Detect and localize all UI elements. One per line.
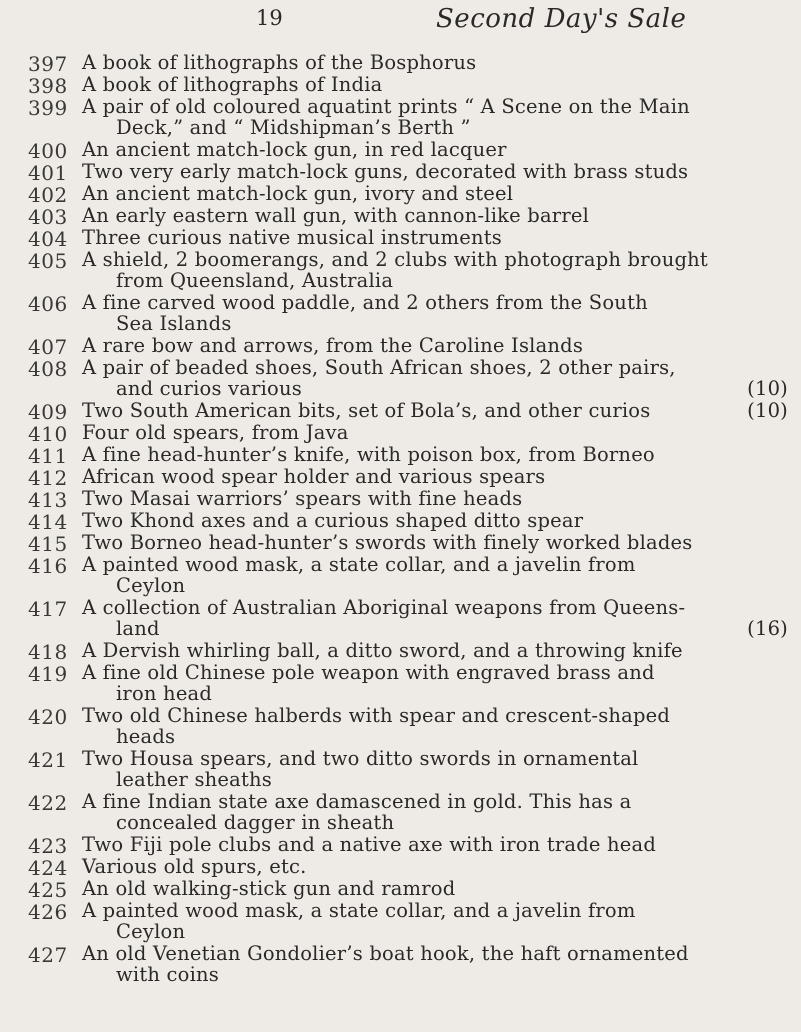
lot-description [82,705,788,747]
lot-description-text: Two Fiji pole clubs and a native axe with iron trade head [82,833,657,856]
lot-description [82,205,788,226]
lot-number: 410 [28,422,68,446]
lot-number: 404 [28,227,68,251]
lot-description-line [82,422,788,443]
lot-entry [0,73,801,98]
lot-entry [0,554,801,596]
lot-description-line [82,227,788,248]
lot-description-line [82,532,788,553]
lot-number: 412 [28,466,68,490]
lot-description [82,900,788,942]
lot-number: 399 [28,96,68,120]
lot-description-line [82,52,788,73]
lot-description-line [82,313,788,334]
lot-description-line [82,510,788,531]
lot-description [82,183,788,204]
lot-description-line [82,378,788,399]
lot-description-line [82,161,788,182]
lot-entry [0,226,801,251]
lot-description-line [82,812,788,833]
lot-description [82,878,788,899]
lot-number: 409 [28,400,68,424]
lot-description-line [82,270,788,291]
lot-description-text: A collection of Australian Aboriginal weapons from Queens- [82,596,686,619]
lot-description-text: A pair of old coloured aquatint prints “ A Scene on the Main [82,95,690,118]
page-number: 19 [256,6,283,30]
lot-entry [0,748,801,790]
lot-description-line [82,964,788,985]
lot-description-line [82,943,788,964]
lot-description [82,357,788,399]
lot-description-line [82,856,788,877]
lot-description [82,161,788,182]
lot-description-line [82,726,788,747]
lot-entry [0,182,801,207]
lot-number: 411 [28,444,68,468]
lot-description-line [82,554,788,575]
lot-number: 424 [28,856,68,880]
lot-number: 418 [28,640,68,664]
lot-number: 415 [28,532,68,556]
lot-number: 406 [28,292,68,316]
lot-number: 422 [28,791,68,815]
lot-description [82,96,788,138]
lot-description [82,488,788,509]
lot-description [82,52,788,73]
lot-description-text: An early eastern wall gun, with cannon-like barrel [82,204,590,227]
lot-entry [0,833,801,858]
lot-description-line [82,662,788,683]
lot-description-text: An ancient match-lock gun, ivory and steel [82,182,514,205]
lot-description-line [82,769,788,790]
lot-number: 416 [28,554,68,578]
lot-description [82,748,788,790]
lot-entry [0,357,801,399]
lot-entry [0,249,801,291]
lot-description [82,74,788,95]
lot-description-line [82,96,788,117]
lot-number: 401 [28,161,68,185]
lot-description [82,554,788,596]
lot-description-line [82,878,788,899]
lot-description-text: Ceylon [116,574,186,597]
lot-description-text: A Dervish whirling ball, a ditto sword, and a throwing knife [82,639,683,662]
lot-description [82,422,788,443]
lot-number: 405 [28,249,68,273]
lot-number: 419 [28,662,68,686]
lot-description-line [82,205,788,226]
lot-description-line [82,444,788,465]
lot-description-text: Two Borneo head-hunter’s swords with finely worked blades [82,531,693,554]
lot-description [82,227,788,248]
lot-description-line [82,834,788,855]
lot-entry [0,705,801,747]
lot-description [82,139,788,160]
lot-description-text: A shield, 2 boomerangs, and 2 clubs with photograph brought [82,248,708,271]
lot-description-line [82,705,788,726]
lot-description [82,292,788,334]
lot-number: 421 [28,748,68,772]
lot-description [82,510,788,531]
lot-entry [0,51,801,76]
lot-description-line [82,74,788,95]
lot-description-line [82,292,788,313]
lot-description-line [82,791,788,812]
lot-description-text: Various old spurs, etc. [82,855,307,878]
lot-number: 426 [28,900,68,924]
lot-description-text: Ceylon [116,920,186,943]
lot-description [82,640,788,661]
lot-description-text: A painted wood mask, a state collar, and a javelin from [82,553,636,576]
lot-number: 403 [28,205,68,229]
lot-description-line [82,748,788,769]
lot-description [82,249,788,291]
lot-description-line [82,335,788,356]
lot-description-line [82,597,788,618]
lot-description [82,662,788,704]
lot-entry [0,204,801,229]
lot-description-text: An ancient match-lock gun, in red lacquer [82,138,507,161]
lot-list [0,52,801,986]
lot-description-line [82,640,788,661]
lot-description-line [82,900,788,921]
lot-description-text: Two very early match-lock guns, decorated with brass studs [82,160,689,183]
lot-number: 417 [28,597,68,621]
lot-description [82,532,788,553]
lot-entry [0,487,801,512]
lot-description-line [82,249,788,270]
lot-entry [0,531,801,556]
lot-number: 423 [28,834,68,858]
lot-description-line [82,921,788,942]
lot-description-text: with coins [116,963,219,986]
lot-description-text: A rare bow and arrows, from the Caroline Islands [82,334,584,357]
lot-description-text: Two Masai warriors’ spears with fine heads [82,487,523,510]
lot-entry [0,334,801,359]
lot-description [82,400,788,421]
lot-description [82,791,788,833]
running-title: Second Day's Sale [436,4,687,34]
lot-description-text: land [116,617,160,640]
lot-count: (10) [747,377,788,400]
lot-entry [0,877,801,902]
lot-description [82,856,788,877]
lot-description-text: Four old spears, from Java [82,421,349,444]
lot-number: 398 [28,74,68,98]
lot-entry [0,509,801,534]
lot-number: 427 [28,943,68,967]
lot-entry [0,943,801,985]
lot-description-text: from Queensland, Australia [116,269,394,292]
lot-description-text: leather sheaths [116,768,272,791]
lot-description-text: A pair of beaded shoes, South African shoes, 2 other pairs, [82,356,676,379]
lot-description-text: Two old Chinese halberds with spear and crescent-shaped [82,704,671,727]
lot-description-text: and curios various [116,377,302,400]
lot-description [82,597,788,639]
lot-description-text: A fine Indian state axe damascened in gold. This has a [82,790,632,813]
lot-description [82,466,788,487]
lot-description-text: Two Khond axes and a curious shaped ditto spear [82,509,584,532]
lot-entry [0,160,801,185]
lot-description-text: Deck,” and “ Midshipman’s Berth ” [116,116,471,139]
lot-description-line [82,618,788,639]
lot-entry [0,421,801,446]
lot-entry [0,292,801,334]
lot-number: 414 [28,510,68,534]
lot-number: 400 [28,139,68,163]
lot-number: 402 [28,183,68,207]
lot-description [82,834,788,855]
lot-entry [0,791,801,833]
lot-description-text: Sea Islands [116,312,232,335]
lot-entry [0,465,801,490]
lot-description-text: A book of lithographs of the Bosphorus [82,51,477,74]
lot-description-line [82,183,788,204]
lot-description [82,943,788,985]
lot-description-text: Three curious native musical instruments [82,226,502,249]
lot-number: 413 [28,488,68,512]
lot-description-line [82,575,788,596]
lot-description-text: heads [116,725,176,748]
lot-description-line [82,488,788,509]
lot-entry [0,639,801,664]
lot-entry [0,662,801,704]
lot-description-text: Two South American bits, set of Bola’s, and other curios [82,399,651,422]
lot-description-line [82,139,788,160]
lot-entry [0,138,801,163]
lot-count: (16) [747,617,788,640]
lot-description-text: iron head [116,682,213,705]
lot-description-text: An old walking-stick gun and ramrod [82,877,456,900]
lot-entry [0,597,801,639]
lot-number: 408 [28,357,68,381]
lot-entry [0,399,801,424]
lot-description-text: An old Venetian Gondolier’s boat hook, the haft ornamented [82,942,689,965]
lot-description-text: African wood spear holder and various spears [82,465,546,488]
lot-entry [0,96,801,138]
lot-number: 420 [28,705,68,729]
lot-entry [0,900,801,942]
lot-description-line [82,400,788,421]
lot-description-line [82,683,788,704]
lot-entry [0,855,801,880]
lot-count: (10) [747,399,788,422]
lot-description-text: A fine head-hunter’s knife, with poison box, from Borneo [82,443,655,466]
lot-description-text: concealed dagger in sheath [116,811,395,834]
lot-description-text: A fine old Chinese pole weapon with engraved brass and [82,661,655,684]
lot-number: 425 [28,878,68,902]
lot-entry [0,443,801,468]
lot-description-text: A book of lithographs of India [82,73,383,96]
lot-description-line [82,117,788,138]
lot-number: 397 [28,52,68,76]
page-header [0,4,801,38]
lot-description [82,444,788,465]
lot-description-line [82,357,788,378]
lot-description [82,335,788,356]
lot-description-line [82,466,788,487]
lot-description-text: A painted wood mask, a state collar, and a javelin from [82,899,636,922]
lot-number: 407 [28,335,68,359]
lot-description-text: Two Housa spears, and two ditto swords in ornamental [82,747,639,770]
lot-description-text: A fine carved wood paddle, and 2 others from the South [82,291,648,314]
